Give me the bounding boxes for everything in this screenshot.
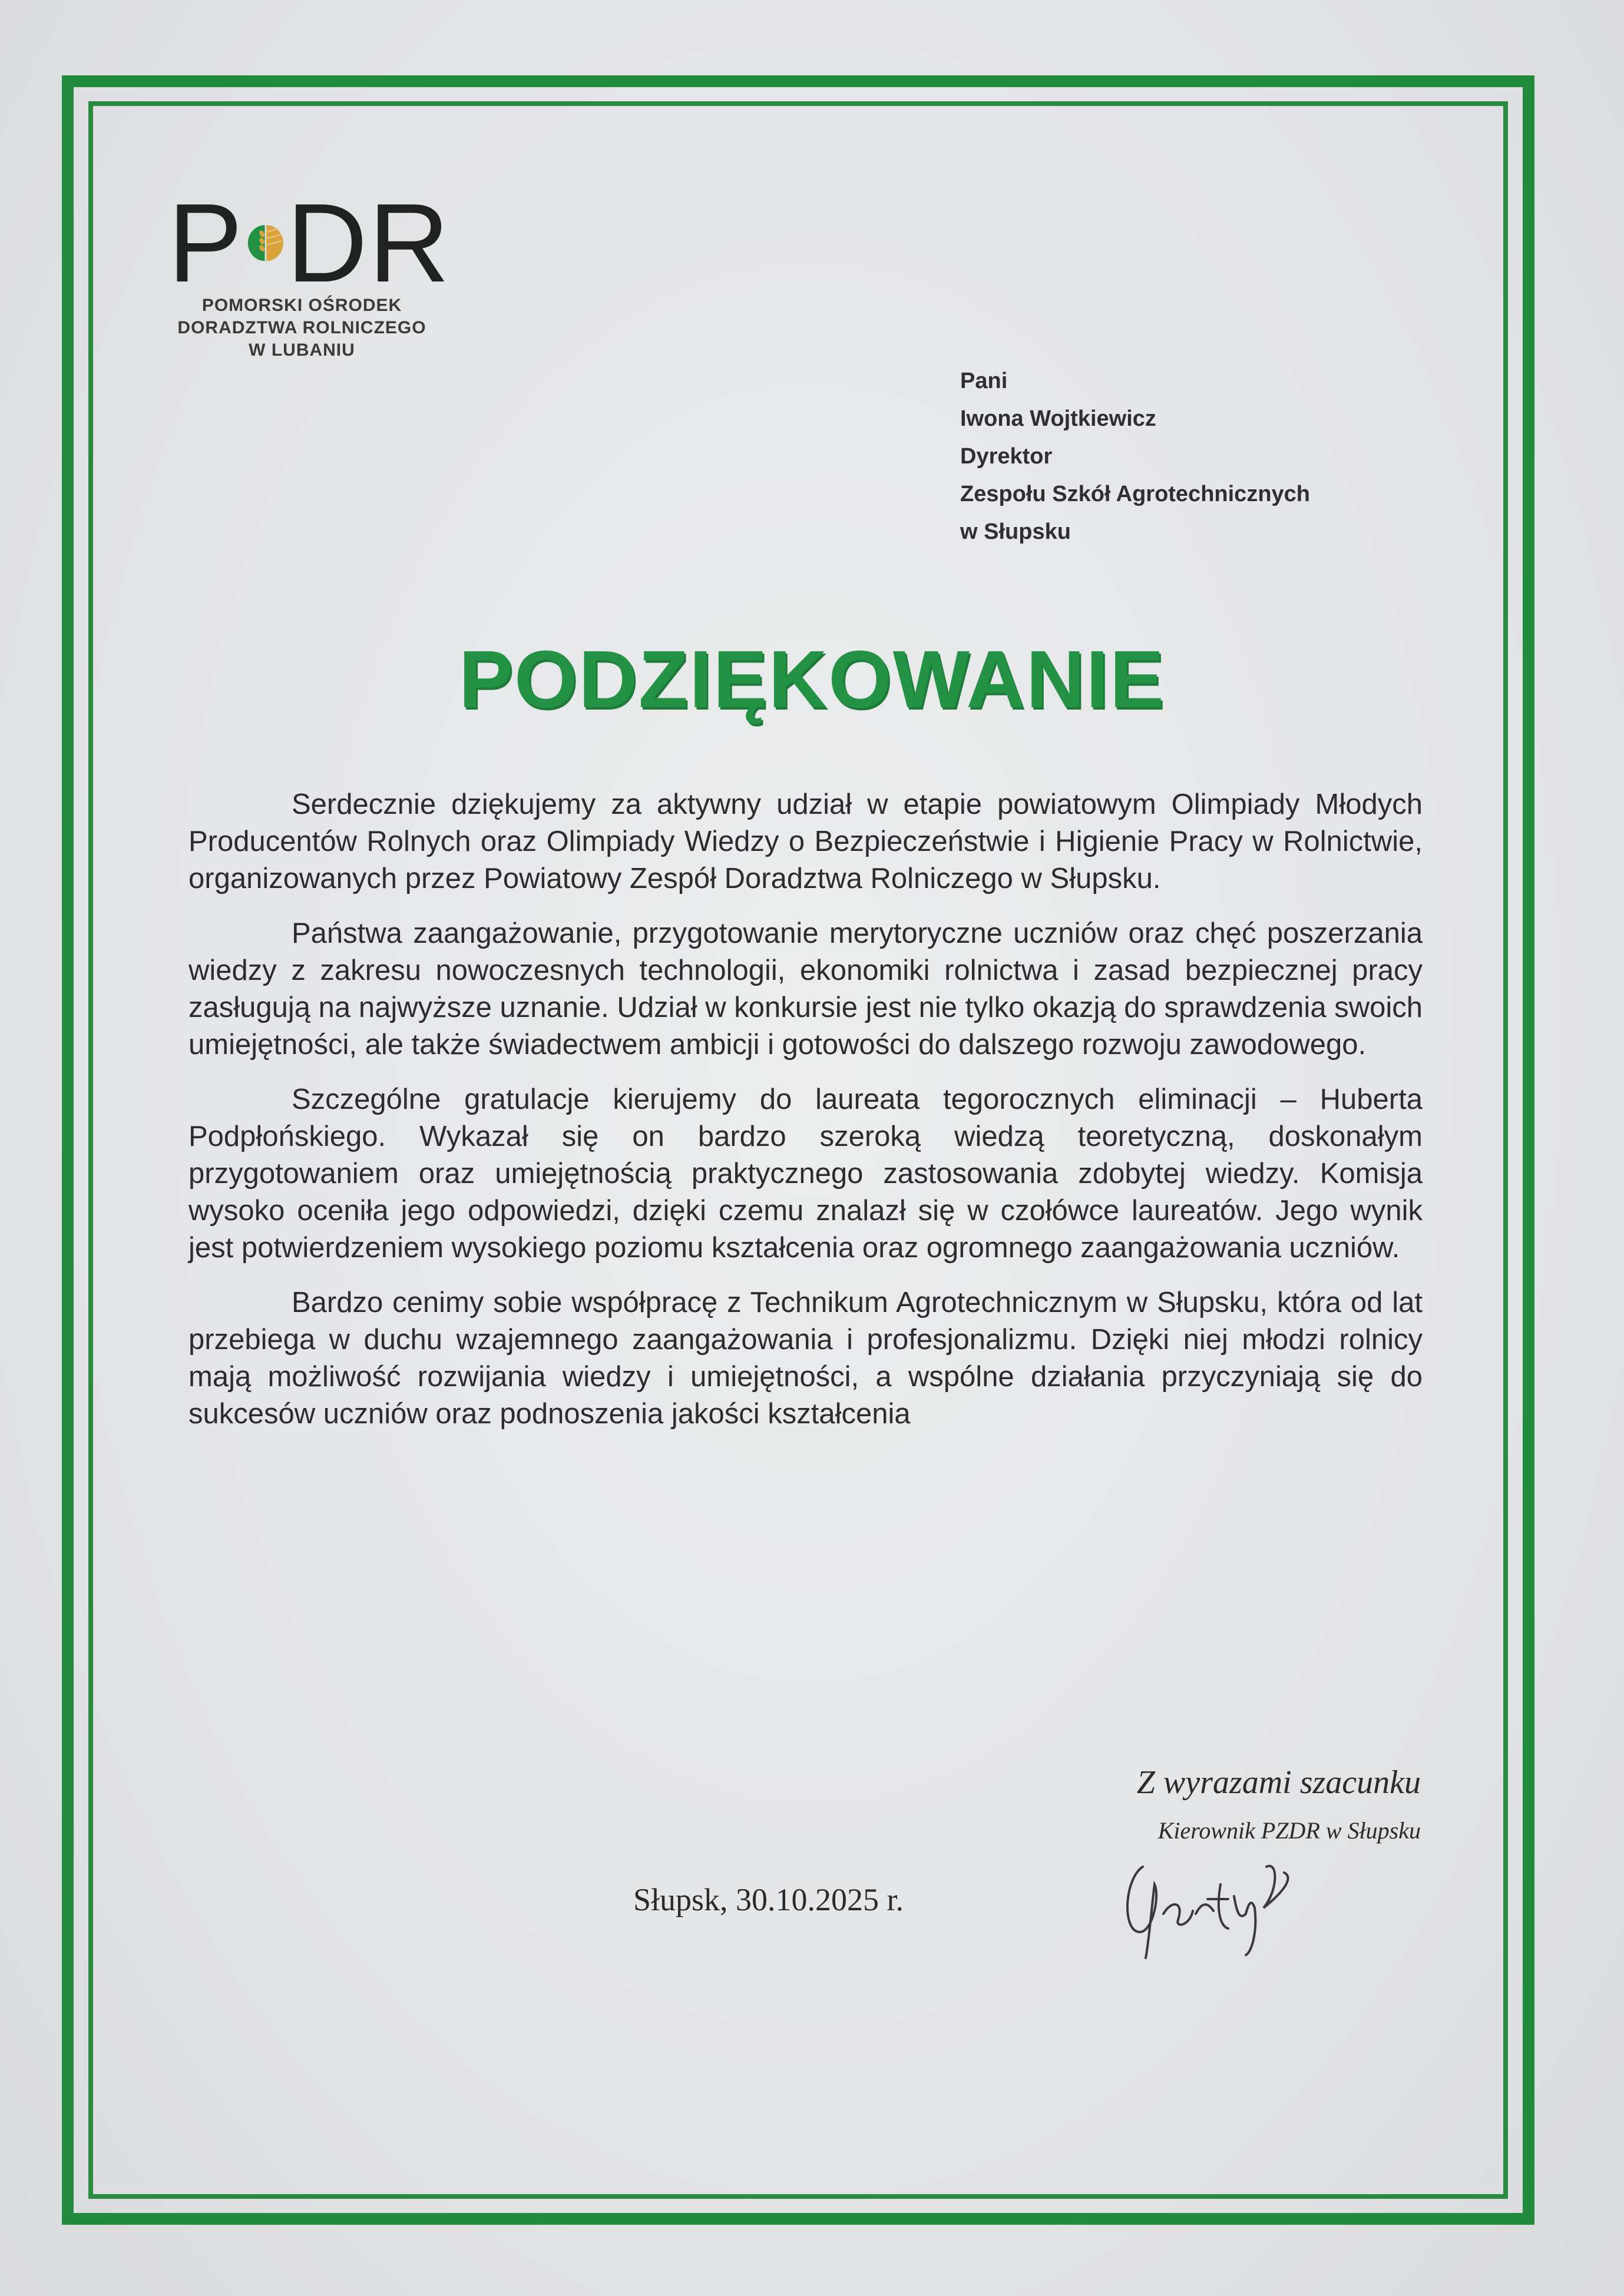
podr-logo (168, 180, 451, 362)
recipient-line: Pani (960, 369, 1008, 393)
body-paragraph: Państwa zaangażowanie, przygotowanie merytoryczne uczniów oraz chęć poszerzania wiedzy z zakresu nowoczesnych technologii, ekonomiki rolnictwa i zasad bezpiecznej pracy zasługują na najwyższe uznanie. Udział w konkursie jest nie tylko okazją do sprawdzenia swoich umiejętności, ale także świadectwem ambicji i gotowości do dalszego rozwoju zawodowego. (188, 917, 1423, 1061)
body-paragraph: Szczególne gratulacje kierujemy do laureata tegorocznych eliminacji – Huberta Podpłońskiego. Wykazał się on bardzo szeroką wiedzą teoretyczną, doskonałym przygotowaniem oraz umiejętnością praktycznego zastosowania zdobytej wiedzy. Komisja wysoko oceniła jego odpowiedzi, dzięki czemu znalazł się w czołówce laureatów. Jego wynik jest potwierdzeniem wysokiego poziomu kształcenia oraz ogromnego zaangażowania uczniów. (188, 1084, 1423, 1264)
recipient-name: Iwona Wojtkiewicz (960, 406, 1156, 431)
recipient-position: Dyrektor (960, 444, 1053, 469)
recipient-address (960, 362, 1310, 551)
recipient-city: w Słupsku (960, 519, 1071, 544)
logo-letter-p: P (168, 180, 244, 306)
document-title: PODZIĘKOWANIE (458, 634, 1166, 725)
logo-subtitle-line: DORADZTWA ROLNICZEGO (177, 318, 426, 337)
logo-letters-dr: DR (286, 180, 451, 306)
closing-phrase: Z wyrazami szacunku (1136, 1764, 1421, 1801)
place-and-date: Słupsk, 30.10.2025 r. (633, 1882, 904, 1917)
letter-body (188, 786, 1423, 1450)
wheat-circle-icon (247, 197, 283, 289)
logo-subtitle (168, 294, 436, 362)
recipient-institution: Zespołu Szkół Agrotechnicznych (960, 482, 1311, 506)
handwritten-signature (1119, 1843, 1343, 1961)
body-paragraph: Bardzo cenimy sobie współpracę z Technikum Agrotechnicznym w Słupsku, która od lat przebiega w duchu wzajemnego zaangażowania i profesjonalizmu. Dzięki niej młodzi rolnicy mają możliwość rozwijania wiedzy i umiejętności, a wspólne działania przyczyniają się do sukcesów uczniów oraz podnoszenia jakości kształcenia (188, 1287, 1423, 1430)
body-paragraph: Serdecznie dziękujemy za aktywny udział w etapie powiatowym Olimpiady Młodych Producentów Rolnych oraz Olimpiady Wiedzy o Bezpieczeństwie i Higienie Pracy w Rolnictwie, organizowanych przez Powiatowy Zespół Doradztwa Rolniczego w Słupsku. (188, 788, 1423, 894)
signatory-role: Kierownik PZDR w Słupsku (1157, 1817, 1421, 1844)
logo-subtitle-line: W LUBANIU (249, 340, 355, 360)
logo-subtitle-line: POMORSKI OŚRODEK (201, 296, 402, 315)
